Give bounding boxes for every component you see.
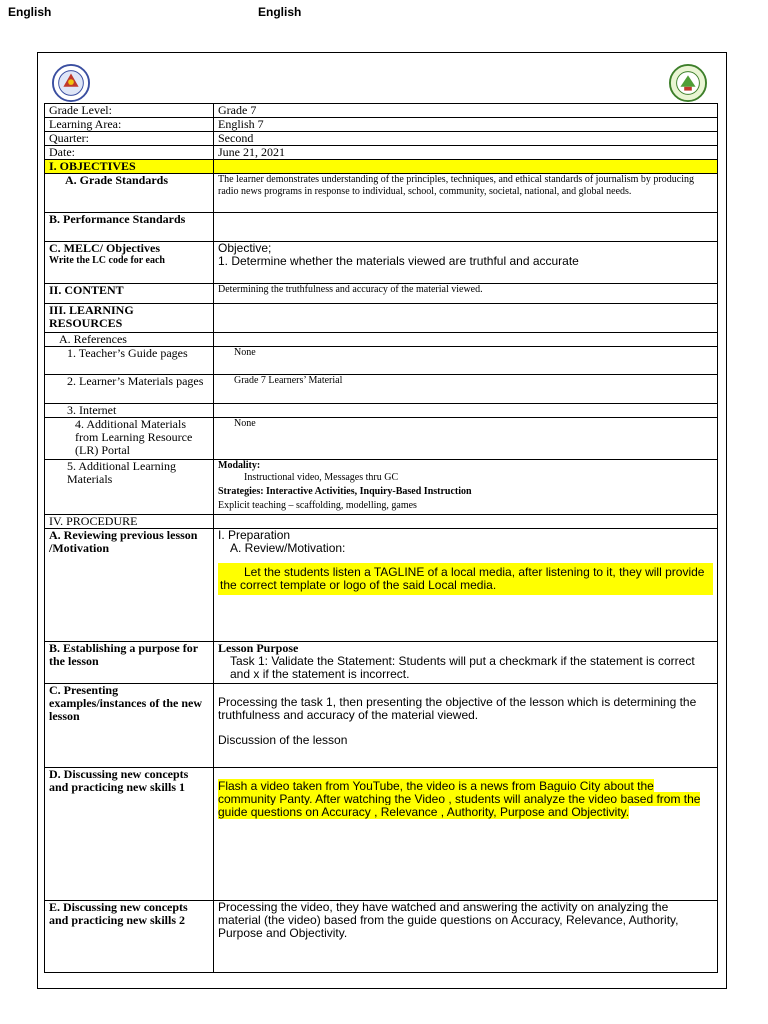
purpose-cell [214, 642, 718, 684]
performance-standards-value [214, 213, 718, 242]
header-right: English [258, 5, 302, 19]
grade-standards-label: A. Grade Standards [45, 174, 214, 213]
teachers-guide-value: None [214, 347, 718, 375]
video-activity-highlight: Flash a video taken from YouTube, the video is a news from Baguio City about the community Panty. After watching the Video , students will analyze the video based from the guide questions on Accuracy , Relevance , Authority, Purpose and Objectivity. [218, 779, 701, 819]
quarter-label: Quarter: [45, 132, 214, 146]
procedure-label: IV. PROCEDURE [45, 515, 214, 529]
additional-learning-label: 5. Additional Learning Materials [45, 460, 214, 515]
discussing2-label: E. Discussing new concepts and practicing new skills 2 [45, 901, 214, 973]
logo-bar [44, 59, 718, 103]
purpose-label: B. Establishing a purpose for the lesson [45, 642, 214, 684]
performance-standards-label: B. Performance Standards [45, 213, 214, 242]
grade-standards-value: The learner demonstrates understanding of the principles, techniques, and ethical standards of journalism by producing radio news programs in response to individual, school, community, societal, national, and global needs. [214, 174, 718, 213]
melc-objective-heading: Objective; [218, 241, 272, 255]
presenting-paragraph: Processing the task 1, then presenting the objective of the lesson which is determining the truthfulness and accuracy of the material viewed. [218, 695, 697, 722]
reviewing-cell [214, 529, 718, 642]
additional-materials-value: None [214, 418, 718, 460]
additional-materials-label: 4. Additional Materials from Learning Resource (LR) Portal [45, 418, 214, 460]
content-value: Determining the truthfulness and accuracy of the material viewed. [214, 284, 718, 304]
learners-materials-label: 2. Learner’s Materials pages [45, 375, 214, 404]
melc-value-cell [214, 242, 718, 284]
melc-objective-1: 1. Determine whether the materials viewed are truthful and accurate [218, 254, 579, 268]
header-left: English [8, 5, 52, 19]
learning-area-label: Learning Area: [45, 118, 214, 132]
task1-text: Task 1: Validate the Statement: Students will put a checkmark if the statement is correct and x if the statement is incorrect. [230, 654, 695, 681]
school-seal-icon [664, 64, 712, 102]
learners-materials-value: Grade 7 Learners’ Material [214, 375, 718, 404]
references-label: A. References [45, 333, 214, 347]
discussion-line: Discussion of the lesson [218, 733, 348, 747]
discussing1-cell [214, 768, 718, 901]
melc-label-cell [45, 242, 214, 284]
date-label: Date: [45, 146, 214, 160]
presenting-cell [214, 684, 718, 768]
lesson-plan-table [44, 103, 718, 973]
reviewing-label: A. Reviewing previous lesson /Motivation [45, 529, 214, 642]
melc-sublabel: Write the LC code for each [49, 255, 165, 266]
discussing2-value: Processing the video, they have watched and answering the activity on analyzing the material (the video) based from the guide questions on Accuracy, Relevance, Authority, Purpose and Objectivity. [214, 901, 718, 973]
discussing1-label: D. Discussing new concepts and practicing new skills 1 [45, 768, 214, 901]
additional-learning-cell [214, 460, 718, 515]
internet-value [214, 404, 718, 418]
learning-resources-label: III. LEARNING RESOURCES [45, 304, 214, 333]
explicit-text: Explicit teaching – scaffolding, modelling, games [218, 500, 417, 511]
grade-level-label: Grade Level: [45, 104, 214, 118]
procedure-value [214, 515, 718, 529]
grade-level-value: Grade 7 [214, 104, 718, 118]
objectives-heading-fill [214, 160, 718, 174]
lesson-purpose-title: Lesson Purpose [218, 641, 299, 655]
tagline-activity-highlight: Let the students listen a TAGLINE of a local media, after listening to it, they will provide the correct template or logo of the said Local media. [218, 563, 713, 595]
melc-label: C. MELC/ Objectives [49, 241, 160, 255]
objectives-heading: I. OBJECTIVES [45, 160, 214, 174]
learning-resources-value [214, 304, 718, 333]
date-value: June 21, 2021 [214, 146, 718, 160]
preparation-line: I. Preparation [218, 528, 291, 542]
presenting-label: C. Presenting examples/instances of the new lesson [45, 684, 214, 768]
deped-seal-icon [52, 64, 90, 102]
modality-value: Instructional video, Messages thru GC [244, 472, 399, 483]
review-motivation-line: A. Review/Motivation: [230, 541, 346, 555]
modality-label: Modality: [218, 460, 261, 471]
content-label: II. CONTENT [45, 284, 214, 304]
learning-area-value: English 7 [214, 118, 718, 132]
references-value [214, 333, 718, 347]
teachers-guide-label: 1. Teacher’s Guide pages [45, 347, 214, 375]
strategies-text: Strategies: Interactive Activities, Inquiry-Based Instruction [218, 486, 472, 497]
quarter-value: Second [214, 132, 718, 146]
internet-label: 3. Internet [45, 404, 214, 418]
